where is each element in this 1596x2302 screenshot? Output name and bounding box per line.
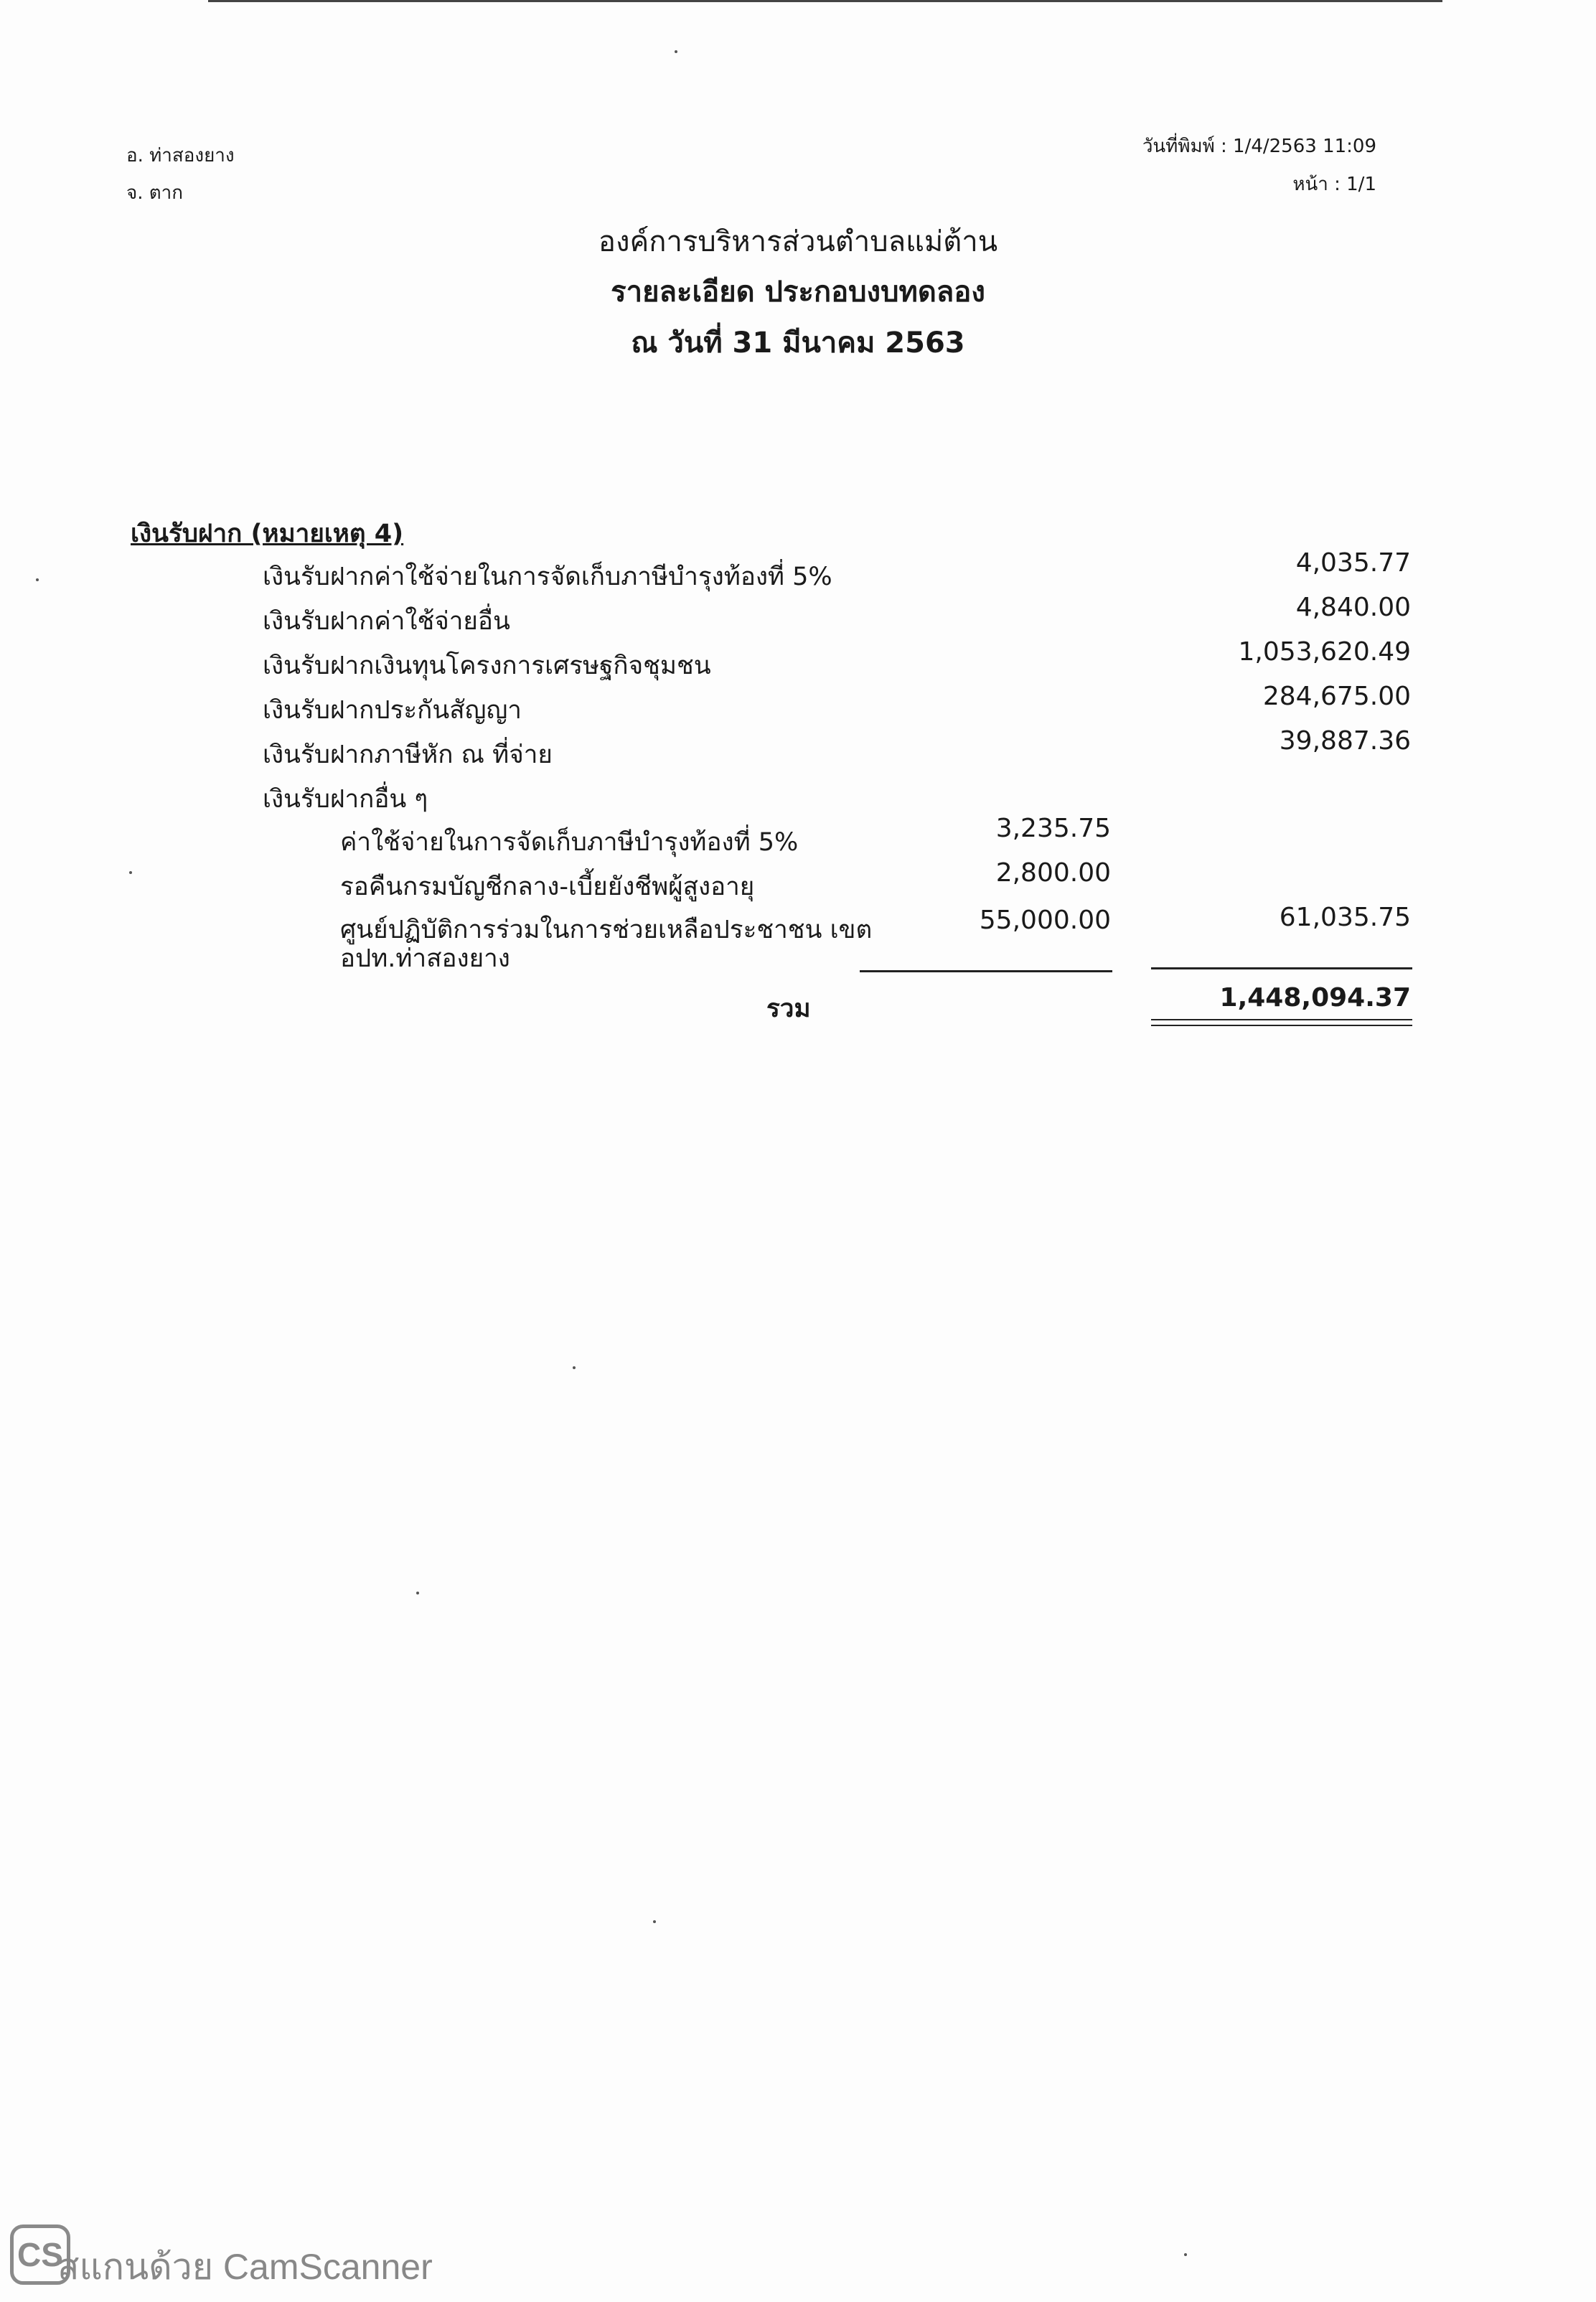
sub-item-amount: 3,235.75: [995, 814, 1111, 843]
total-double-rule-bottom: [1151, 1025, 1412, 1026]
sub-item-label-line2: อปท.ท่าสองยาง: [340, 944, 510, 973]
item-label: เงินรับฝากภาษีหัก ณ ที่จ่าย: [263, 741, 553, 769]
scan-speck: [416, 1592, 419, 1594]
org-title: องค์การบริหารส่วนตำบลแม่ต้าน: [598, 225, 998, 258]
subtotal-rule-mid: [860, 970, 1112, 972]
sub-item-amount: 2,800.00: [995, 858, 1111, 888]
page-top-edge: [208, 0, 1442, 2]
scan-speck: [653, 1920, 656, 1923]
subtotal-rule-right: [1151, 967, 1412, 969]
item-label: เงินรับฝากอื่น ๆ: [263, 785, 428, 814]
scan-speck: [675, 50, 677, 53]
camscanner-watermark: สแกนด้วย CamScanner: [57, 2247, 433, 2287]
item-amount: 4,840.00: [1295, 593, 1411, 622]
section-heading: เงินรับฝาก (หมายเหตุ 4): [131, 520, 404, 548]
scan-speck: [36, 578, 39, 581]
total-label: รวม: [766, 995, 811, 1023]
scan-speck: [573, 1366, 576, 1369]
scan-speck: [129, 871, 132, 874]
item-label: เงินรับฝากเงินทุนโครงการเศรษฐกิจชุมชน: [263, 652, 711, 680]
item-label: เงินรับฝากค่าใช้จ่ายในการจัดเก็บภาษีบำรุงท้องที่ 5%: [263, 563, 832, 591]
report-date: ณ วันที่ 31 มีนาคม 2563: [631, 326, 965, 360]
item-amount: 284,675.00: [1262, 682, 1411, 711]
page-number: หน้า : 1/1: [1292, 174, 1376, 195]
province-label: จ. ตาก: [126, 182, 183, 204]
item-amount: 4,035.77: [1295, 548, 1411, 578]
sub-item-amount: 55,000.00: [979, 906, 1111, 935]
item-amount: 1,053,620.49: [1238, 637, 1411, 667]
report-title: รายละเอียด ประกอบงบทดลอง: [611, 276, 985, 309]
total-double-rule-top: [1151, 1019, 1412, 1020]
total-amount: 1,448,094.37: [1219, 983, 1411, 1013]
print-date: วันที่พิมพ์ : 1/4/2563 11:09: [1142, 136, 1376, 157]
sub-item-label: ค่าใช้จ่ายในการจัดเก็บภาษีบำรุงท้องที่ 5%: [340, 828, 799, 857]
sub-item-label: รอคืนกรมบัญชีกลาง-เบี้ยยังชีพผู้สูงอายุ: [340, 873, 755, 901]
item-label: เงินรับฝากค่าใช้จ่ายอื่น: [263, 607, 510, 636]
sub-items-subtotal: 61,035.75: [1279, 903, 1411, 932]
item-amount: 39,887.36: [1279, 726, 1411, 756]
camscanner-logo: CS: [10, 2225, 70, 2285]
scan-speck: [1184, 2253, 1187, 2256]
district-label: อ. ท่าสองยาง: [126, 145, 235, 166]
sub-item-label: ศูนย์ปฏิบัติการร่วมในการช่วยเหลือประชาชน เขต: [340, 916, 873, 944]
item-label: เงินรับฝากประกันสัญญา: [263, 696, 522, 725]
